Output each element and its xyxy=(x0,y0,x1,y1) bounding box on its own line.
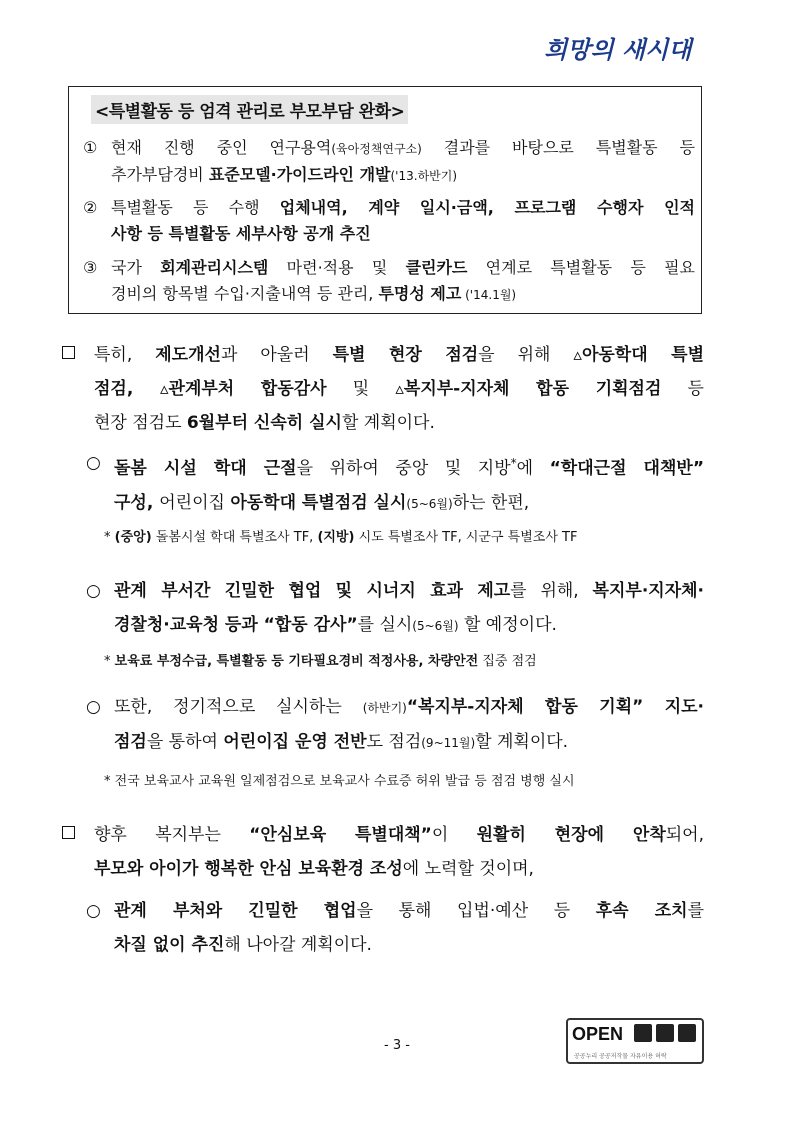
page-number: - 3 - xyxy=(384,1038,410,1053)
open-license-badge xyxy=(566,1018,704,1064)
footnote-training-inspection: * 전국 보육교사 교육원 일제점검으로 보육교사 수료증 허위 발급 등 점검 병행 실시 xyxy=(104,774,575,789)
footnote-task-force: * (중앙) 돌봄시설 학대 특별조사 TF, (지방) 시도 특별조사 TF, 시군구 특별조사 TF xyxy=(104,530,578,545)
circle-bullet-icon: ○ xyxy=(86,581,101,601)
noncommercial-icon xyxy=(656,1024,674,1042)
logo-text: 희망의 새시대 xyxy=(544,35,692,64)
box-title: <특별활동 등 엄격 관리로 부모부담 완화> xyxy=(91,95,408,124)
open-label: OPEN xyxy=(572,1024,624,1044)
box-item-1: ① 현재 진행 중인 연구용역(육아정책연구소) 결과를 바탕으로 특별활동 등 추가부담경비 표준모델·가이드라인 개발('13.하반기) xyxy=(83,138,695,184)
government-slogan-logo xyxy=(542,28,702,68)
sub-item-follow-up: ○ 관계 부처와 긴밀한 협업을 통해 입법·예산 등 후속 조치를 차질 없이 추진해 나아갈 계획이다. xyxy=(86,894,704,962)
circle-bullet-icon: ○ xyxy=(86,453,101,473)
section-future-plan: 향후 복지부는 “안심보육 특별대책”이 원활히 현장에 안착되어, 부모와 아이가 행복한 안심 보육환경 조성에 노력할 것이며, xyxy=(62,818,704,886)
summary-box xyxy=(68,86,702,314)
section-special-inspection: 특히, 제도개선과 아울러 특별 현장 점검을 위해 ▵아동학대 특별 점검, ▵관계부처 합동감사 및 ▵복지부-지자체 합동 기획점검 등 현장 점검도 6월부터 신속히 실시할 계획이다. xyxy=(62,338,704,440)
sub-item-joint-audit: ○ 관계 부서간 긴밀한 협업 및 시너지 효과 제고를 위해, 복지부·지자체· 경찰청·교육청 등과 “합동 감사”를 실시(5~6월) 할 예정이다. xyxy=(86,574,704,643)
circle-bullet-icon: ○ xyxy=(86,901,101,921)
sub-item-abuse-task-force: ○ 돌봄 시설 학대 근절을 위하여 중앙 및 지방*에 “학대근절 대책반” 구성, 어린이집 아동학대 특별점검 실시(5~6월)하는 한편, xyxy=(86,446,704,521)
footnote-audit-focus: * 보육료 부정수급, 특별활동 등 기타필요경비 적정사용, 차량안전 집중 점검 xyxy=(104,654,537,669)
open-caption: 공공누리 공공저작물 자유이용 허락 xyxy=(574,1053,667,1060)
square-bullet-icon xyxy=(62,826,75,839)
attribution-icon xyxy=(634,1024,652,1042)
square-bullet-icon xyxy=(62,346,75,359)
circle-bullet-icon: ○ xyxy=(86,697,101,717)
no-derivatives-icon xyxy=(678,1024,696,1042)
sub-item-regular-inspection: ○ 또한, 정기적으로 실시하는 (하반기)“복지부-지자체 합동 기획” 지도· 점검을 통하여 어린이집 운영 전반도 점검(9~11월)할 계획이다. xyxy=(86,690,704,760)
box-item-3: ③ 국가 회계관리시스템 마련·적용 및 클린카드 연계로 특별활동 등 필요 경비의 항목별 수입·지출내역 등 관리, 투명성 제고 ('14.1월) xyxy=(83,258,696,303)
box-item-2: ② 특별활동 등 수행 업체내역, 계약 일시·금액, 프로그램 수행자 인적 사항 등 특별활동 세부사항 공개 추진 xyxy=(83,198,695,243)
